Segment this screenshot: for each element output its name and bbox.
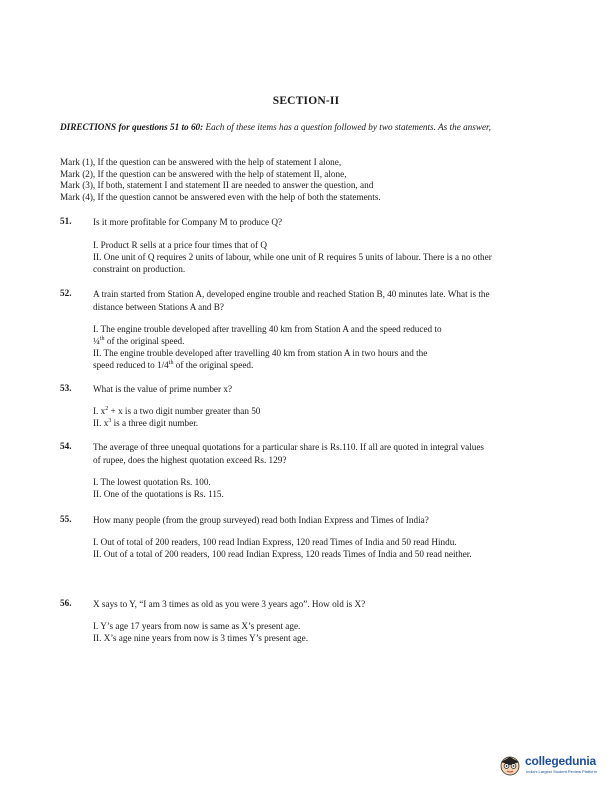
statement-2: II. One unit of Q requires 2 units of labour, while one unit of R requires 5 units of labour. There is a no other constraint on production. bbox=[93, 252, 492, 274]
mark-option: Mark (3), If both, statement I and statement II are needed to answer the question, and bbox=[60, 180, 374, 190]
brand-name: collegedunia bbox=[525, 754, 596, 768]
statement-2: II. X’s age nine years from now is 3 times Y’s present age. bbox=[93, 633, 308, 643]
mark-options bbox=[60, 157, 500, 203]
directions-text: Each of these items has a question followed by two statements. As the answer, bbox=[203, 122, 491, 132]
question-number: 55. bbox=[60, 514, 72, 524]
statements bbox=[93, 536, 493, 560]
mark-option: Mark (1), If the question can be answered with the help of statement I alone, bbox=[60, 157, 342, 167]
statement-2-line-2: speed reduced to 1/4th of the original speed. bbox=[93, 359, 254, 370]
question-text: The average of three unequal quotations for a particular share is Rs.110. If all are quoted in integral values of rupee, does the highest quotation exceed Rs. 129? bbox=[93, 442, 485, 465]
statements bbox=[93, 239, 493, 275]
question-number: 51. bbox=[60, 216, 72, 226]
question-number: 54. bbox=[60, 441, 72, 451]
question-text: X says to Y, “I am 3 times as old as you were 3 years ago”. How old is X? bbox=[93, 599, 366, 609]
statement-1: I. Product R sells at a price four times that of Q bbox=[93, 240, 268, 250]
statements bbox=[93, 620, 493, 644]
brand-tagline: India's Largest Student Review Platform bbox=[526, 769, 598, 774]
question-text: What is the value of prime number x? bbox=[93, 384, 233, 394]
collegedunia-logo bbox=[498, 750, 604, 780]
statement-2-line-1: II. The engine trouble developed after travelling 40 km from station A in two hours and the bbox=[93, 348, 428, 358]
directions-label: DIRECTIONS for questions 51 to 60: bbox=[60, 122, 204, 132]
statement-1: I. The lowest quotation Rs. 100. bbox=[93, 477, 211, 487]
statement-2: II. Out of a total of 200 readers, 100 read Indian Express, 120 reads Times of India and 50 read neither. bbox=[93, 549, 472, 559]
statement-2: II. One of the quotations is Rs. 115. bbox=[93, 489, 224, 499]
statements bbox=[93, 323, 493, 371]
mark-option: Mark (2), If the question can be answered with the help of statement II, alone, bbox=[60, 168, 347, 179]
statement-1-line-2: ¼$^{th}$ of the original speed. bbox=[93, 335, 185, 346]
statement-2: II. $x^3$ is a three digit number. bbox=[93, 417, 199, 428]
statements bbox=[93, 476, 493, 500]
question-text: A train started from Station A, developed engine trouble and reached Station B, 40 minutes late. What is the distance between Stations A and B? bbox=[93, 289, 490, 312]
question-number: 53. bbox=[60, 383, 72, 393]
question-text: Is it more profitable for Company M to produce Q? bbox=[93, 217, 283, 227]
question-text: How many people (from the group surveyed) read both Indian Express and Times of India? bbox=[93, 515, 429, 525]
statement-1: I. Out of total of 200 readers, 100 read Indian Express, 120 read Times of India and 50 read Hindu. bbox=[93, 537, 457, 547]
mark-option: Mark (4), If the question cannot be answered even with the help of both the statements. bbox=[60, 191, 381, 202]
section-title: SECTION-II bbox=[272, 95, 340, 107]
statements bbox=[93, 405, 493, 429]
question-number: 52. bbox=[60, 288, 72, 298]
statement-1: I. $x^2 + x$ is a two digit number greater than 50 bbox=[93, 405, 261, 416]
directions-paragraph bbox=[60, 121, 500, 134]
question-number: 56. bbox=[60, 598, 72, 608]
statement-1: I. Y’s age 17 years from now is same as X’s present age. bbox=[93, 621, 301, 631]
statement-1-line-1: I. The engine trouble developed after travelling 40 km from Station A and the speed reduced to bbox=[93, 324, 442, 334]
mascot-icon bbox=[498, 754, 522, 776]
